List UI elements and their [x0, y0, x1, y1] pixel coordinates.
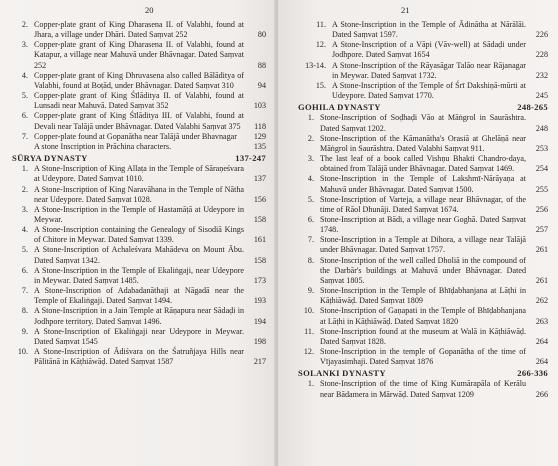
entry-page: 135 [253, 141, 266, 151]
entry-page: 103 [253, 101, 266, 111]
section-range: 248-265 [517, 102, 548, 113]
index-entry [298, 379, 548, 399]
entry-page: 256 [535, 204, 548, 214]
entry-text: Stone-Inscription in the Temple of Bhīḍabhanjana at Lāṭhi in Kāṭhiāwāḍ. Dated Saṃvat 1809 [320, 286, 526, 306]
index-entry [12, 327, 266, 347]
entry-page: 173 [253, 275, 266, 285]
entry-text: Copper-plate found at Gopanātha near Talājā under Bhavnagar [34, 131, 237, 141]
entry-page: 198 [253, 336, 266, 346]
index-entry [298, 174, 548, 194]
entry-text: Stone-Inscription in the temple of Gopanātha of the time of Vījayasimhaji. Dated Saṃvat 1876 [320, 347, 526, 367]
entry-number: 8. [307, 255, 314, 265]
entry-page: 254 [535, 164, 548, 174]
entry-page: 156 [253, 194, 266, 204]
index-entry [12, 142, 266, 152]
entry-page: 232 [535, 70, 548, 80]
index-entry [298, 20, 548, 40]
entry-page: 264 [535, 336, 548, 346]
section-title: GOHILA DYNASTY [298, 102, 381, 113]
entry-number: 13-14. [305, 60, 326, 70]
entry-page: 158 [253, 255, 266, 265]
index-entry [298, 195, 548, 215]
section-heading-surya [12, 153, 266, 163]
entry-page: 255 [535, 184, 548, 194]
index-entry [12, 225, 266, 245]
entries-bottom-right [298, 379, 548, 399]
entries-top-left [12, 20, 266, 152]
index-entry [12, 20, 266, 40]
entry-text: A stone Inscription in Prāchina characters. [34, 141, 172, 151]
right-column [298, 20, 548, 400]
index-entry [298, 134, 548, 154]
index-entry [298, 286, 548, 306]
entry-text: A Stone-Inscription of King Allaṭa in the Temple of Sāraṇeśvara at Udeypore. Dated Saṃvat 1010. [34, 164, 244, 184]
entry-text: Copper-plate grant of King Dharasena II. of Valabhi, found at Katapur, a village near Mahuvā under Bhāvnagar. Dated Saṃvat 252 [34, 40, 244, 70]
entry-number: 3. [21, 204, 28, 214]
index-entry [298, 154, 548, 174]
entry-number: 9. [307, 286, 314, 296]
entry-number: 2. [307, 133, 314, 143]
entry-text: Stone-Inscription of the Kāmanātha's Orasiā at Ghelāṇā near Māṅgrol in Saurāshtra. Dated Valabhi Saṃvat 911. [320, 133, 526, 153]
index-entry [12, 71, 266, 91]
entry-number: 1. [307, 379, 314, 389]
entry-page: 261 [535, 275, 548, 285]
entry-number: 3. [21, 40, 28, 50]
entry-text: A Stone-Inscription in the Temple of Ekaliṅgaji, near Udeypore in Meywar. Dated Saṃvat 1485. [34, 265, 244, 285]
entry-text: Copper-plate grant of King Śīlāditya III. of Valabhi, found at Devali near Talājā under Bhāvnagar. Dated Valabhi Saṃvat 375 [34, 111, 244, 131]
index-entry [12, 347, 266, 367]
entry-number: 6. [307, 214, 314, 224]
entry-number: 4. [21, 70, 28, 80]
entry-page: 94 [257, 80, 266, 90]
entry-text: Copper-plate grant of King Śīlāditya II. of Valabhi, found at Lunsadi near Mahuvā. Dated Saṃvat 352 [34, 91, 244, 111]
entries-top-right [298, 20, 548, 101]
entry-text: A Stone-Inscription in the Temple of Ādinātha at Nārālāi. Dated Saṃvat 1597. [332, 20, 526, 40]
entry-number: 12. [315, 40, 326, 50]
index-entry [298, 81, 548, 101]
left-column [12, 20, 266, 367]
page-number-right: 21 [401, 5, 410, 15]
entry-number: 6. [21, 111, 28, 121]
entry-number: 15. [315, 80, 326, 90]
section-title: SOLANKI DYNASTY [298, 368, 386, 379]
section-title: SŪRYA DYNASTY [12, 153, 88, 164]
entry-page: 194 [253, 316, 266, 326]
entry-text: A Stone-Inscription of King Naravāhana in the Temple of Nātha near Udeypore. Dated Saṃvat 1028. [34, 184, 244, 204]
entry-text: A Stone-Inscription of Adabadanāthaji at Nāgadā near the Temple of Ekaliṅgaji. Dated Saṃvat 1494. [34, 286, 244, 306]
entry-page: 88 [257, 60, 266, 70]
entry-page: 226 [535, 30, 548, 40]
entry-page: 257 [535, 225, 548, 235]
entries-bottom-left [12, 164, 266, 367]
entry-page: 248 [535, 123, 548, 133]
entry-text: A Stone-Inscription of Ādiśvara on the Śatruñjaya Hills near Pālitānā in Kāṭhiāwāḍ. Dated Saṃvat 1587 [34, 347, 244, 367]
entry-number: 7. [307, 235, 314, 245]
entry-number: 4. [21, 225, 28, 235]
entry-text: Copper-plate grant of King Dharasena II. of Valabhi, found at Jhara, a village under Dhāri. Dated Saṃvat 252 [34, 20, 244, 40]
section-heading-solanki [298, 368, 548, 378]
section-range: 266-336 [517, 368, 548, 379]
entry-page: 261 [535, 245, 548, 255]
entry-page: 137 [253, 174, 266, 184]
entry-page: 245 [535, 91, 548, 101]
index-entry [12, 185, 266, 205]
entry-number: 8. [21, 306, 28, 316]
entry-number: 7. [21, 131, 28, 141]
entry-number: 1. [307, 113, 314, 123]
entry-page: 161 [253, 235, 266, 245]
entry-number: 4. [307, 174, 314, 184]
entry-text: A Stone-Inscription of Achaleśvara Mahādeva on Mount Ābu. Dated Saṃvat 1342. [34, 245, 244, 265]
entry-number: 1. [21, 164, 28, 174]
index-entry [298, 61, 548, 81]
index-entry [12, 40, 266, 70]
page-number-left: 20 [145, 5, 154, 15]
entry-text: A Stone-Inscription of the Rāyasāgar Talāo near Rājanagar in Meywar. Dated Saṃvat 1732. [332, 60, 526, 80]
entry-text: Stone-Inscription in a Temple at Dihora, a village near Talājā under Bhāvnagar. Dated Saṃvat 1757. [320, 235, 526, 255]
entry-text: Stone-Inscription of Gaṇapati in the Temple of Bhīḍabhanjana at Lāṭhi in Kāṭhiāwāḍ. Dated Saṃvat 1820 [320, 306, 526, 326]
entry-text: Copper-plate grant of King Dhruvasena also called Bālāditya of Valabhi, found at Boṭād, under Bhāvnagar. Dated Saṃvat 310 [34, 70, 244, 90]
entry-text: A Stone-Inscription of the Temple of Śrī Dakshiṇā-mūrti at Udeypore. Dated Saṃvat 1770. [332, 80, 526, 101]
section-heading-gohila [298, 102, 548, 112]
index-entry [298, 256, 548, 286]
left-page [0, 0, 276, 466]
index-entry [12, 164, 266, 184]
entry-text: A Stone-Inscription of a Vāpi (Vāv-well) at Sādaḍi under Jodhpore. Dated Saṃvat 1654 [332, 40, 526, 60]
entry-text: A Stone-Inscription of Ekaliṅgaji near Udeypore in Meywar. Dated Saṃvat 1545 [34, 326, 244, 346]
entry-page: 228 [535, 50, 548, 60]
entry-number: 9. [21, 326, 28, 336]
index-entry [12, 266, 266, 286]
index-entry [12, 132, 266, 142]
entry-page: 217 [253, 357, 266, 367]
entry-number: 3. [307, 154, 314, 164]
index-entry [12, 205, 266, 225]
index-entry [298, 327, 548, 347]
entry-text: Stone-Inscription of the time of King Kumārapāla of Kerālu near Bādamera in Mārwāḍ. Dated Saṃvat 1209 [320, 379, 526, 399]
entry-text: Stone-Inscription of Varteja, a village near Bhāvnagar, of the time of Rāol Dhunāji. Dated Saṃvat 1674. [320, 194, 526, 214]
entry-page: 118 [254, 121, 266, 131]
entry-number: 11. [304, 326, 314, 336]
entry-number: 2. [21, 20, 28, 29]
entry-page: 263 [535, 316, 548, 326]
entry-text: A Stone-Inscription in the Temple of Hastamāṭā at Udeypore in Meywar. [34, 204, 244, 224]
entry-number: 5. [307, 194, 314, 204]
entry-number: 10. [17, 347, 28, 356]
entries-mid-right [298, 113, 548, 367]
entry-text: The last leaf of a book called Vishṇu Bhakti Chandro-daya, obtained from Talājā under Bhāvnagar. Dated Saṃvat 1469. [320, 154, 526, 174]
entry-text: A Stone-Inscription in a Jain Temple at Rāṇapura near Sādaḍi in Jodhpore territory. Dated Saṃvat 1496. [34, 306, 244, 326]
right-page [278, 0, 558, 466]
index-entry [298, 347, 548, 367]
index-entry [298, 215, 548, 235]
entry-text: Stone-Inscription found at the museum at Walā in Kāṭhiāwāḍ. Dated Saṃvat 1828. [320, 326, 526, 346]
entry-text: Stone-Inscription of the well called Dholiā in the compound of the Darbār's buildings at Mahuvā under Bhāvnagar. Dated Saṃvat 1805. [320, 255, 526, 285]
entry-page: 158 [253, 214, 266, 224]
index-entry [298, 306, 548, 326]
index-entry [12, 286, 266, 306]
entry-page: 264 [535, 357, 548, 367]
entry-number: 12. [303, 347, 314, 356]
entry-number: 6. [21, 265, 28, 275]
index-entry [12, 91, 266, 111]
index-entry [298, 113, 548, 133]
entry-number: 7. [21, 286, 28, 296]
entry-number: 5. [21, 91, 28, 101]
entry-number: 5. [21, 245, 28, 255]
index-entry [12, 245, 266, 265]
entry-text: Stone-Inscription at Bādi, a village near Goghā. Dated Saṃvat 1748. [320, 214, 526, 235]
index-entry [298, 235, 548, 255]
section-range: 137-247 [235, 153, 266, 164]
entry-page: 193 [253, 296, 266, 306]
index-entry [12, 111, 266, 131]
entry-number: 2. [21, 184, 28, 194]
entry-page: 262 [535, 296, 548, 306]
entry-text: A Stone-Inscription containing the Genealogy of Sisodiā Kings of Chitore in Meywar. Dated Saṃvat 1339. [34, 225, 244, 245]
entry-page: 80 [257, 30, 266, 40]
entry-text: Stone-Inscription of Soḍhaḍi Vāo at Māṅgrol in Saurāshtra. Dated Saṃvat 1202. [320, 113, 526, 133]
entry-text: Stone-Inscription in the Temple of Lakshmī-Nārāyaṇa at Mahuvā under Bhāvnagar. Dated Saṃvat 1500. [320, 174, 526, 194]
entry-number: 10. [303, 306, 314, 316]
index-entry [12, 306, 266, 326]
entry-page: 129 [253, 131, 266, 141]
index-entry [298, 40, 548, 60]
entry-page: 253 [535, 143, 548, 153]
entry-page: 266 [535, 389, 548, 399]
entry-number: 11. [316, 20, 326, 29]
